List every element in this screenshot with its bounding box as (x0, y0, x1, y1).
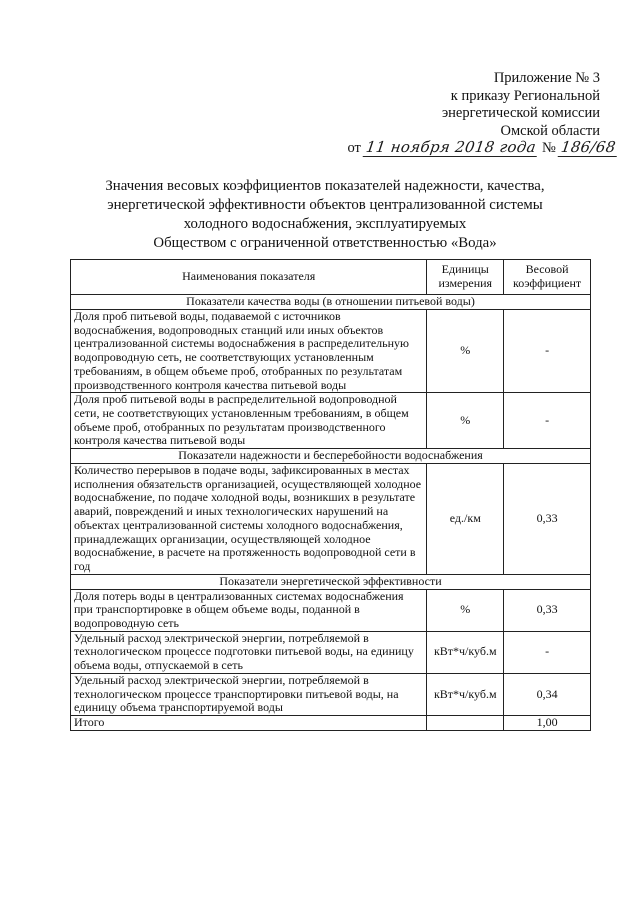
total-row (71, 715, 591, 730)
indicator-unit: % (427, 393, 504, 449)
table-row (71, 673, 591, 715)
indicator-unit: кВт*ч/куб.м (427, 673, 504, 715)
indicator-coef: - (504, 310, 591, 393)
indicator-unit: % (427, 310, 504, 393)
indicator-unit: ед./км (427, 464, 504, 575)
handwritten-date: 11 ноября 2018 года (363, 138, 540, 157)
title-line: энергетической эффективности объектов централизованной системы (107, 197, 543, 213)
appendix-line: Омской области (500, 122, 600, 139)
table-row (71, 589, 591, 631)
date-prefix: от (347, 140, 361, 156)
appendix-line: энергетической комиссии (441, 105, 600, 121)
number-prefix: № (541, 140, 556, 156)
appendix-line: к приказу Региональной (450, 87, 600, 104)
indicator-name: Доля проб питьевой воды, подаваемой с источников водоснабжения, водопроводных станций или иных объектов централизованной системы водоснабжения в распределительную водопроводную сеть, не соответствующих установленным требованиям, в общем объеме проб, отобранных по результатам производственного контроля качества питьевой воды (71, 310, 427, 393)
section-row (71, 295, 591, 310)
total-label: Итого (71, 715, 427, 730)
coefficients-table (70, 259, 591, 731)
indicator-unit: кВт*ч/куб.м (427, 631, 504, 673)
document-title (70, 177, 580, 253)
table-row (71, 464, 591, 575)
header-name: Наименования показателя (71, 260, 427, 295)
title-line: холодного водоснабжения, эксплуатируемых (183, 216, 467, 232)
order-date-number-line (347, 138, 618, 157)
indicator-coef: 0,34 (504, 673, 591, 715)
total-unit (427, 715, 504, 730)
indicator-unit: % (427, 589, 504, 631)
title-line: Обществом с ограниченной ответственностью «Вода» (153, 235, 497, 251)
header-unit: Единицы измерения (427, 260, 504, 295)
section-title-quality: Показатели качества воды (в отношении питьевой воды) (71, 295, 591, 310)
table-row (71, 631, 591, 673)
indicator-coef: 0,33 (504, 589, 591, 631)
indicator-name: Доля потерь воды в централизованных системах водоснабжения при транспортировке в общем объеме воды, поданной в водопроводную сеть (71, 589, 427, 631)
section-title-energy: Показатели энергетической эффективности (71, 574, 591, 589)
indicator-coef: 0,33 (504, 464, 591, 575)
header-coef: Весовой коэффициент (504, 260, 591, 295)
handwritten-number: 186/68 (558, 138, 619, 157)
indicator-coef: - (504, 631, 591, 673)
appendix-line: Приложение № 3 (493, 70, 600, 86)
indicator-name: Удельный расход электрической энергии, потребляемой в технологическом процессе подготовки питьевой воды, на единицу объема воды, отпускаемой в сеть (71, 631, 427, 673)
table-header-row (71, 260, 591, 295)
table-row (71, 310, 591, 393)
section-title-reliability: Показатели надежности и бесперебойности водоснабжения (71, 449, 591, 464)
indicator-name: Количество перерывов в подаче воды, зафиксированных в местах исполнения обязательств организацией, осуществляющей холодное водоснабжение, по подаче холодной воды, возникших в результате аварий, повреждений и иных технологических нарушений на объектах централизованной системы холодного водоснабжения, принадлежащих организации, осуществляющей холодное водоснабжение, в расчете на протяженность водопроводной сети в год (71, 464, 427, 575)
title-line: Значения весовых коэффициентов показателей надежности, качества, (105, 178, 545, 194)
section-row (71, 449, 591, 464)
appendix-block (442, 70, 600, 140)
indicator-name: Удельный расход электрической энергии, потребляемой в технологическом процессе транспортировки питьевой воды, на единицу объема транспортируемой воды (71, 673, 427, 715)
table-row (71, 393, 591, 449)
indicator-coef: - (504, 393, 591, 449)
indicator-name: Доля проб питьевой воды в распределительной водопроводной сети, не соответствующих установленным требованиям, в общем объеме проб, отобранных по результатам производственного контроля качества питьевой воды (71, 393, 427, 449)
section-row (71, 574, 591, 589)
total-coef: 1,00 (504, 715, 591, 730)
